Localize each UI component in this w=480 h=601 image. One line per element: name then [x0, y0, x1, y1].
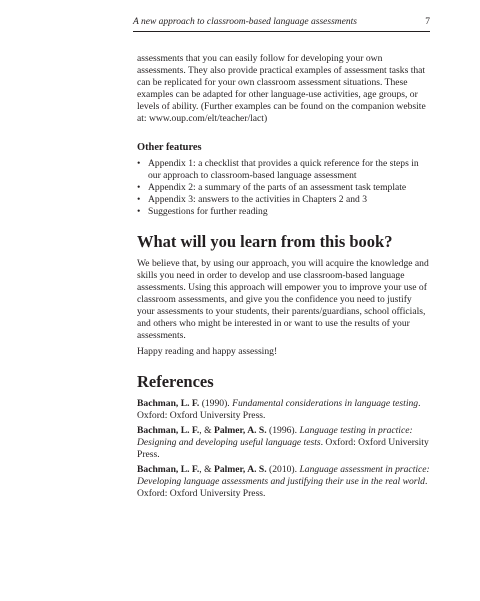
reference-author: Bachman [137, 464, 176, 475]
list-item [137, 206, 430, 218]
reference-publisher: . Oxford: Oxford University Press. [137, 476, 428, 499]
reference-author: Bachman [137, 398, 176, 409]
reference-title: Fundamental considerations in language testing [232, 398, 419, 409]
page-body [137, 53, 430, 500]
reference-coauthor: Palmer [213, 425, 243, 436]
reference-publisher: . Oxford: Oxford University Press. [137, 398, 421, 421]
reference-author: Bachman [137, 425, 176, 436]
reference-year: (1990). [199, 398, 233, 409]
reference-year: (1996). [266, 425, 300, 436]
reference-initials: , L. F. [175, 425, 200, 436]
list-item-text: Appendix 2: a summary of the parts of an assessment task template [148, 182, 407, 193]
list-item-text: Suggestions for further reading [148, 206, 268, 217]
features-list [137, 158, 430, 218]
reference-coauthor-initials: , A. S. [242, 425, 267, 436]
learn-heading: What will you learn from this book? [137, 232, 393, 251]
reference-joiner: , & [199, 425, 214, 436]
reference-coauthor: Palmer [213, 464, 243, 475]
running-head [133, 15, 430, 29]
reference-coauthor-initials: , A. S. [242, 464, 267, 475]
reference-entry [137, 464, 430, 500]
intro-paragraph: assessments that you can easily follow for developing your own assessments. They also provide practical examples of assessment tasks that can be replicated for your own classroom assessment situations. These examples can be adapted for other language-use activities, age groups, or levels of ability. (Further examples can be found on the companion website at: www.oup.com/elt/teacher/lact) [137, 53, 426, 124]
learn-paragraph: We believe that, by using our approach, you will acquire the knowledge and skills you need in order to develop and use classroom-based language assessments. Using this approach will empower you to improve your use of classroom assessments, and give you the confidence you need to justify your assessments to your students, their parents/guardians, school officials, and others who might be interested in or want to use the results of your assessments. [137, 258, 429, 341]
reference-initials: , L. F. [175, 464, 200, 475]
reference-year: (2010). [266, 464, 300, 475]
bullet-icon: • [137, 194, 141, 205]
reference-initials: , L. F. [175, 398, 200, 409]
list-item-text: Appendix 1: a checklist that provides a quick reference for the steps in our approach to classroom-based language assessment [148, 158, 419, 181]
reference-entry [137, 425, 430, 461]
reference-title: Language assessment in practice: Developing language assessments and justifying their use in the real world [137, 464, 430, 487]
reference-joiner: , & [199, 464, 214, 475]
page-number: 7 [425, 17, 430, 27]
closing-line: Happy reading and happy assessing! [137, 346, 278, 357]
list-item [137, 194, 430, 206]
bullet-icon: • [137, 206, 141, 217]
reference-publisher: . Oxford: Oxford University Press. [137, 437, 429, 460]
bullet-icon: • [137, 158, 141, 169]
list-item-text: Appendix 3: answers to the activities in Chapters 2 and 3 [148, 194, 368, 205]
running-title: A new approach to classroom-based language assessments [133, 17, 357, 27]
bullet-icon: • [137, 182, 141, 193]
header-rule [133, 31, 430, 32]
reference-title: Language testing in practice: Designing and developing useful language tests [137, 425, 413, 448]
list-item [137, 158, 430, 182]
references-heading: References [137, 372, 214, 391]
reference-entry [137, 398, 430, 422]
list-item [137, 182, 430, 194]
other-features-heading: Other features [137, 142, 202, 153]
